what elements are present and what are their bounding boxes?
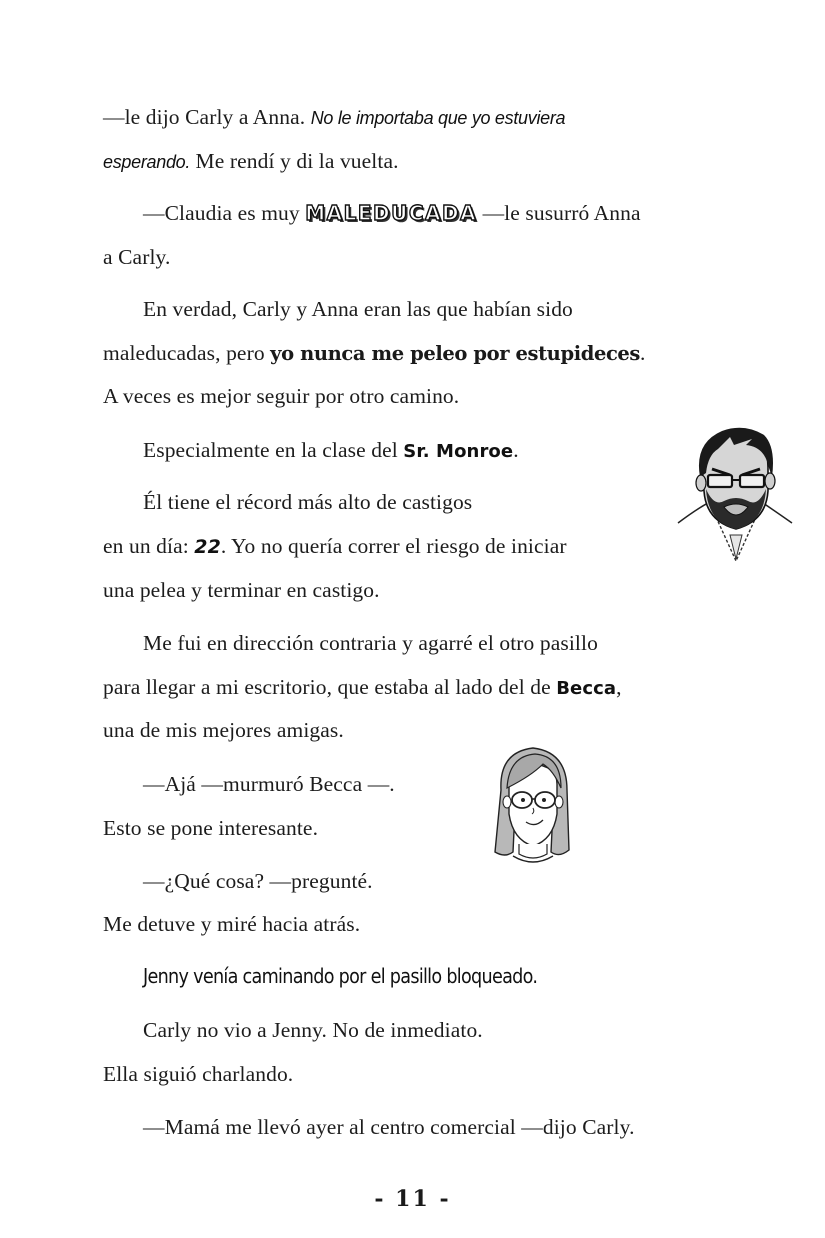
- narrative-text: ,: [616, 675, 622, 699]
- narrative-text: A veces es mejor seguir por otro camino.: [103, 384, 460, 408]
- narrative-text: —le susurró Anna: [477, 201, 641, 225]
- text-line: [143, 199, 641, 227]
- emphasized-sans-text: Jenny venía caminando por el pasillo bloqueado.: [143, 964, 538, 988]
- narrative-text: —Mamá me llevó ayer al centro comercial —dijo Carly.: [143, 1115, 635, 1139]
- text-line: [103, 103, 565, 132]
- narrative-text: —Ajá —murmuró Becca —.: [143, 772, 395, 796]
- emphasized-text: yo nunca me peleo por estupideces: [270, 342, 641, 365]
- narrative-text: —¿Qué cosa? —pregunté.: [143, 869, 373, 893]
- text-line: [103, 716, 344, 744]
- narrative-text: Ella siguió charlando.: [103, 1062, 294, 1086]
- text-line: [143, 629, 598, 657]
- text-line: [103, 243, 170, 271]
- sr-monroe-portrait-icon: [672, 425, 797, 565]
- text-line: [103, 814, 318, 842]
- narrative-text: maleducadas, pero: [103, 341, 271, 365]
- narrative-text: En verdad, Carly y Anna eran las que habían sido: [143, 297, 573, 321]
- text-line: [103, 576, 380, 604]
- narrative-text: —Claudia es muy: [143, 201, 306, 225]
- text-line: [143, 867, 373, 895]
- narrative-text: Me fui en dirección contraria y agarré el otro pasillo: [143, 631, 598, 655]
- becca-portrait-icon: [483, 740, 583, 868]
- bubble-letter-text: MALEDUCADA: [305, 201, 478, 225]
- text-line: [103, 532, 567, 561]
- text-line: [143, 436, 519, 466]
- handwritten-text: No le importaba que yo estuviera: [310, 108, 566, 128]
- text-line: [103, 673, 622, 703]
- handwritten-text: esperando.: [103, 152, 191, 172]
- text-line: [143, 770, 395, 798]
- narrative-text: Él tiene el récord más alto de castigos: [143, 490, 473, 514]
- narrative-text: Me rendí y di la vuelta.: [190, 149, 399, 173]
- text-line: [143, 1016, 483, 1044]
- text-line: [143, 962, 591, 990]
- narrative-text: Especialmente en la clase del: [143, 438, 404, 462]
- narrative-text: Carly no vio a Jenny. No de inmediato.: [143, 1018, 483, 1042]
- narrative-text: a Carly.: [103, 245, 171, 269]
- text-line: [103, 382, 459, 410]
- narrative-text: una de mis mejores amigas.: [103, 718, 344, 742]
- text-line: [103, 147, 399, 176]
- text-line: [103, 339, 646, 368]
- narrative-text: una pelea y terminar en castigo.: [103, 578, 380, 602]
- text-line: [143, 295, 573, 323]
- narrative-text: para llegar a mi escritorio, que estaba al lado del de: [103, 675, 557, 699]
- text-line: [103, 910, 360, 938]
- marker-number: 22: [194, 536, 221, 558]
- narrative-text: .: [513, 438, 519, 462]
- page-number: - 11 -: [374, 1186, 451, 1212]
- narrative-text: .: [640, 341, 646, 365]
- character-name: Sr. Monroe: [403, 441, 514, 462]
- narrative-text: Me detuve y miré hacia atrás.: [103, 912, 361, 936]
- character-name: Becca: [556, 678, 617, 699]
- narrative-text: . Yo no quería correr el riesgo de iniciar: [220, 534, 567, 558]
- text-line: [143, 488, 472, 516]
- text-line: [143, 1113, 635, 1141]
- text-line: [103, 1060, 293, 1088]
- narrative-text: en un día:: [103, 534, 195, 558]
- narrative-text: Esto se pone interesante.: [103, 816, 319, 840]
- narrative-text: —le dijo Carly a Anna.: [103, 105, 311, 129]
